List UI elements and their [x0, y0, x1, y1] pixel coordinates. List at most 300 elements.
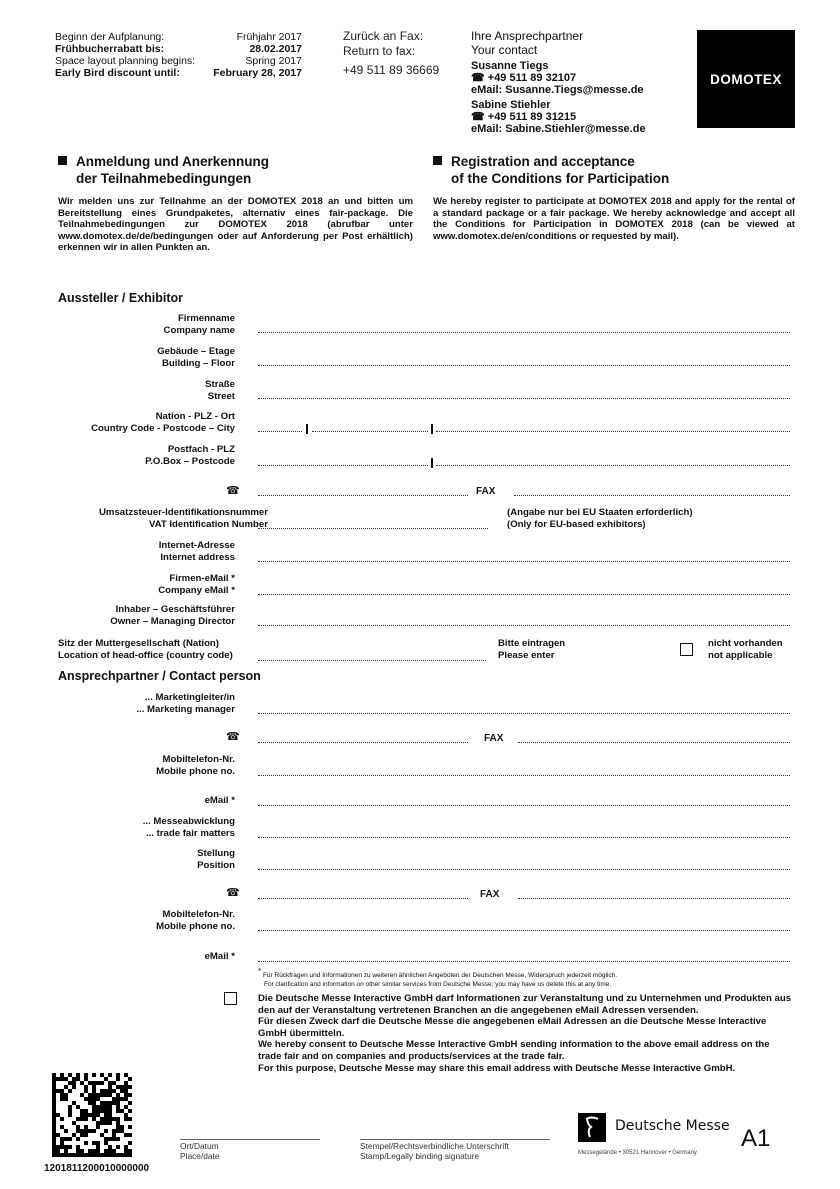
barcode-module	[96, 1105, 100, 1109]
contact-person-phone: ☎ +49 511 89 32107	[471, 72, 577, 84]
barcode-module	[92, 1149, 96, 1153]
barcode-module	[64, 1077, 68, 1081]
barcode-module	[76, 1137, 80, 1141]
deutsche-messe-logo-icon	[578, 1113, 606, 1142]
barcode-module	[96, 1109, 100, 1113]
field-label-mobile-phone: Mobiltelefon-Nr. Mobile phone no.	[156, 909, 235, 932]
fax-label: FAX	[484, 733, 504, 744]
marketing-phone-input[interactable]	[258, 742, 468, 743]
barcode-module	[108, 1081, 112, 1085]
barcode-module	[72, 1133, 76, 1137]
barcode-module	[84, 1089, 88, 1093]
contact-title-en: Your contact	[471, 43, 538, 57]
barcode-module	[108, 1145, 112, 1149]
barcode-module	[96, 1149, 100, 1153]
schedule-label: Beginn der Aufplanung:	[55, 31, 165, 43]
barcode-module	[128, 1149, 132, 1153]
barcode-module	[52, 1085, 56, 1089]
barcode-module	[60, 1093, 64, 1097]
barcode-module	[128, 1141, 132, 1145]
barcode-module	[64, 1093, 68, 1097]
barcode-module	[76, 1125, 80, 1129]
barcode-module	[96, 1141, 100, 1145]
domotex-logo: DOMOTEX	[697, 30, 795, 128]
barcode-module	[64, 1085, 68, 1089]
barcode-module	[128, 1117, 132, 1121]
barcode-module	[104, 1101, 108, 1105]
barcode-module	[84, 1085, 88, 1089]
not-applicable-checkbox[interactable]	[680, 643, 693, 656]
schedule-row	[55, 67, 302, 79]
barcode-module	[84, 1133, 88, 1137]
po-box-postcode-input[interactable]	[436, 465, 790, 466]
telephone-icon: ☎	[226, 485, 240, 497]
schedule-value: Spring 2017	[245, 55, 302, 67]
contact-title-de: Ihre Ansprechpartner	[471, 29, 584, 43]
barcode-module	[124, 1105, 128, 1109]
barcode-module	[100, 1121, 104, 1125]
registration-de-title: Anmeldung und Anerkennung der Teilnahmebedingungen	[58, 153, 413, 187]
schedule-block	[55, 31, 302, 79]
barcode-module	[104, 1141, 108, 1145]
barcode-module	[108, 1109, 112, 1113]
barcode-module	[72, 1085, 76, 1089]
barcode-module	[80, 1129, 84, 1133]
barcode-module	[56, 1089, 60, 1093]
barcode-module	[84, 1129, 88, 1133]
barcode-module	[100, 1153, 104, 1157]
street-input[interactable]	[258, 398, 790, 399]
barcode-module	[52, 1125, 56, 1129]
barcode-module	[72, 1121, 76, 1125]
barcode-module	[76, 1129, 80, 1133]
field-label-street: Straße Street	[205, 379, 235, 402]
barcode-module	[104, 1113, 108, 1117]
barcode-module	[92, 1109, 96, 1113]
barcode-module	[108, 1073, 112, 1077]
barcode-module	[88, 1149, 92, 1153]
barcode-module	[120, 1089, 124, 1093]
barcode-module	[68, 1113, 72, 1117]
barcode-module	[76, 1117, 80, 1121]
field-label-owner: Inhaber – Geschäftsführer Owner – Managing Director	[110, 604, 235, 627]
please-enter-note: Bitte eintragen Please enter	[498, 638, 566, 661]
trade-fair-mobile-input[interactable]	[258, 930, 790, 931]
barcode-module	[108, 1137, 112, 1141]
barcode-module	[116, 1153, 120, 1157]
signature-label: Stempel/Rechtsverbindliche Unterschrift Stamp/Legally binding signature	[360, 1141, 509, 1161]
barcode-module	[96, 1145, 100, 1149]
marketing-email-input[interactable]	[258, 805, 790, 806]
barcode-module	[96, 1125, 100, 1129]
bullet-square-icon	[433, 156, 442, 165]
barcode-module	[72, 1077, 76, 1081]
barcode-module	[124, 1117, 128, 1121]
barcode-module	[104, 1089, 108, 1093]
telephone-icon: ☎	[226, 731, 240, 743]
barcode-module	[116, 1101, 120, 1105]
barcode-module	[92, 1101, 96, 1105]
contact-person-name: Sabine Stiehler	[471, 99, 551, 111]
barcode-module	[100, 1089, 104, 1093]
barcode-module	[128, 1077, 132, 1081]
barcode-module	[124, 1133, 128, 1137]
barcode-module	[108, 1113, 112, 1117]
barcode-module	[80, 1109, 84, 1113]
return-fax-number: +49 511 89 36669	[343, 63, 440, 77]
barcode-module	[76, 1153, 80, 1157]
barcode-module	[76, 1073, 80, 1077]
barcode-module	[84, 1153, 88, 1157]
exhibitor-fax-input[interactable]	[514, 495, 790, 496]
barcode-module	[64, 1153, 68, 1157]
barcode-module	[100, 1117, 104, 1121]
company-name-input[interactable]	[258, 332, 790, 333]
barcode-module	[56, 1077, 60, 1081]
barcode-module	[112, 1133, 116, 1137]
field-label-position: Stellung Position	[197, 848, 235, 871]
barcode-module	[116, 1105, 120, 1109]
field-label-email: eMail *	[204, 951, 235, 962]
barcode-module	[104, 1153, 108, 1157]
barcode-module	[128, 1085, 132, 1089]
barcode-module	[92, 1089, 96, 1093]
barcode-module	[88, 1113, 92, 1117]
barcode-module	[84, 1141, 88, 1145]
schedule-label: Frühbucherrabatt bis:	[55, 43, 165, 55]
barcode-module	[104, 1149, 108, 1153]
barcode-module	[72, 1153, 76, 1157]
barcode-module	[64, 1145, 68, 1149]
barcode-module	[108, 1153, 112, 1157]
barcode-module	[128, 1101, 132, 1105]
barcode-module	[92, 1093, 96, 1097]
barcode-module	[128, 1133, 132, 1137]
barcode-module	[52, 1133, 56, 1137]
barcode-module	[84, 1097, 88, 1101]
barcode-module	[108, 1085, 112, 1089]
field-label-head-office: Sitz der Muttergesellschaft (Nation) Location of head-office (country code)	[58, 638, 233, 661]
form-code: A1	[741, 1125, 771, 1152]
head-office-input[interactable]	[258, 660, 486, 661]
footnote: * Für Rückfragen und Informationen zu weiteren ähnlichen Angeboten der Deutschen Messe, Widerspruch jederzeit möglich. For clarification and information on other similar services from Deutsche Messe; you may have us delete this at any time.	[258, 967, 618, 989]
barcode-module	[60, 1145, 64, 1149]
barcode-module	[100, 1105, 104, 1109]
barcode-module	[112, 1149, 116, 1153]
barcode-module	[52, 1109, 56, 1113]
place-date-label: Ort/Datum Place/date	[180, 1141, 220, 1161]
contact-person-section-title: Ansprechpartner / Contact person	[58, 669, 261, 683]
contact-block	[471, 29, 646, 135]
schedule-row	[55, 55, 302, 67]
barcode-module	[128, 1093, 132, 1097]
separator-bar	[431, 424, 433, 434]
building-floor-input[interactable]	[258, 365, 790, 366]
barcode-number: 1201811200010000000	[44, 1163, 150, 1174]
barcode-module	[104, 1129, 108, 1133]
barcode-module	[56, 1153, 60, 1157]
barcode-module	[76, 1145, 80, 1149]
barcode-module	[96, 1113, 100, 1117]
barcode-module	[92, 1081, 96, 1085]
barcode-module	[124, 1089, 128, 1093]
barcode-module	[64, 1129, 68, 1133]
registration-en	[433, 153, 795, 242]
barcode-module	[112, 1081, 116, 1085]
barcode-module	[104, 1093, 108, 1097]
barcode-module	[56, 1145, 60, 1149]
barcode-module	[52, 1089, 56, 1093]
barcode-module	[116, 1097, 120, 1101]
barcode-module	[80, 1133, 84, 1137]
barcode-module	[104, 1077, 108, 1081]
barcode-module	[96, 1093, 100, 1097]
barcode-module	[104, 1105, 108, 1109]
trade-fair-contact-input[interactable]	[258, 837, 790, 838]
barcode-module	[52, 1121, 56, 1125]
barcode-module	[64, 1137, 68, 1141]
barcode-module	[124, 1085, 128, 1089]
exhibitor-section-title: Aussteller / Exhibitor	[58, 291, 184, 305]
owner-input[interactable]	[258, 625, 790, 626]
barcode-module	[80, 1093, 84, 1097]
barcode-module	[72, 1101, 76, 1105]
datamatrix-barcode	[52, 1073, 132, 1157]
barcode-module	[52, 1105, 56, 1109]
field-label-po-box: Postfach - PLZ P.O.Box – Postcode	[145, 444, 235, 467]
deutsche-messe-brand: Deutsche Messe	[615, 1118, 730, 1134]
schedule-value: Frühjahr 2017	[236, 31, 302, 43]
barcode-module	[68, 1145, 72, 1149]
barcode-module	[128, 1125, 132, 1129]
barcode-module	[96, 1153, 100, 1157]
barcode-module	[120, 1085, 124, 1089]
barcode-module	[52, 1153, 56, 1157]
barcode-module	[92, 1129, 96, 1133]
barcode-module	[120, 1153, 124, 1157]
barcode-module	[68, 1109, 72, 1113]
barcode-module	[88, 1129, 92, 1133]
separator-bar	[306, 424, 308, 434]
fax-label: FAX	[476, 486, 496, 497]
barcode-module	[112, 1089, 116, 1093]
barcode-module	[52, 1077, 56, 1081]
barcode-module	[76, 1149, 80, 1153]
barcode-module	[52, 1073, 56, 1077]
barcode-module	[88, 1097, 92, 1101]
barcode-module	[108, 1149, 112, 1153]
schedule-label: Space layout planning begins:	[55, 55, 196, 67]
return-fax-label-en: Return to fax:	[343, 44, 416, 58]
barcode-module	[60, 1137, 64, 1141]
barcode-module	[88, 1093, 92, 1097]
barcode-module	[120, 1125, 124, 1129]
barcode-module	[84, 1077, 88, 1081]
barcode-module	[100, 1081, 104, 1085]
schedule-value: 28.02.2017	[249, 43, 302, 55]
barcode-module	[92, 1141, 96, 1145]
contact-person-email[interactable]: eMail: Susanne.Tiegs@messe.de	[471, 84, 644, 96]
trade-fair-fax-input[interactable]	[518, 898, 790, 899]
barcode-module	[124, 1113, 128, 1117]
exhibitor-phone-input[interactable]	[258, 495, 468, 496]
barcode-module	[100, 1093, 104, 1097]
barcode-module	[128, 1153, 132, 1157]
barcode-module	[116, 1093, 120, 1097]
internet-address-input[interactable]	[258, 561, 790, 562]
barcode-module	[52, 1129, 56, 1133]
barcode-module	[124, 1149, 128, 1153]
barcode-module	[96, 1121, 100, 1125]
barcode-module	[68, 1081, 72, 1085]
registration-de-text: Wir melden uns zur Teilnahme an der DOMOTEX 2018 an und bitten um Bereitstellung eines Grundpaketes, alternativ eines fair-package. Die Teilnahmebedingungen zur DOMOTEX 2018 (abrufbar unter www.domotex.de/de/bedingungen oder auf Anforderung per Post erhältlich) erkennen wir in allen Punkten an.	[58, 196, 413, 254]
barcode-module	[64, 1097, 68, 1101]
barcode-module	[108, 1089, 112, 1093]
barcode-module	[68, 1089, 72, 1093]
barcode-module	[100, 1133, 104, 1137]
barcode-module	[60, 1097, 64, 1101]
postcode-input[interactable]	[312, 431, 428, 432]
schedule-row	[55, 31, 302, 43]
deutsche-messe-address: Messegelände • 30521 Hannover • Germany	[578, 1150, 697, 1156]
field-label-building-floor: Gebäude – Etage Building – Floor	[157, 346, 235, 369]
barcode-module	[124, 1073, 128, 1077]
city-input[interactable]	[436, 431, 790, 432]
barcode-module	[116, 1129, 120, 1133]
barcode-module	[124, 1145, 128, 1149]
barcode-module	[92, 1097, 96, 1101]
barcode-module	[108, 1101, 112, 1105]
field-label-mobile-phone: Mobiltelefon-Nr. Mobile phone no.	[156, 754, 235, 777]
marketing-mobile-input[interactable]	[258, 775, 790, 776]
barcode-module	[92, 1105, 96, 1109]
barcode-module	[84, 1073, 88, 1077]
barcode-module	[60, 1125, 64, 1129]
schedule-value: February 28, 2017	[213, 67, 302, 79]
barcode-module	[112, 1153, 116, 1157]
barcode-module	[60, 1073, 64, 1077]
barcode-module	[100, 1073, 104, 1077]
barcode-module	[52, 1145, 56, 1149]
trade-fair-phone-input[interactable]	[258, 898, 468, 899]
contact-person-email[interactable]: eMail: Sabine.Stiehler@messe.de	[471, 123, 646, 135]
barcode-module	[80, 1153, 84, 1157]
barcode-module	[56, 1113, 60, 1117]
barcode-module	[104, 1109, 108, 1113]
barcode-module	[112, 1129, 116, 1133]
barcode-module	[60, 1141, 64, 1145]
telephone-icon: ☎	[471, 72, 485, 84]
telephone-icon: ☎	[471, 111, 485, 123]
barcode-module	[124, 1153, 128, 1157]
marketing-fax-input[interactable]	[518, 742, 790, 743]
return-fax-label-de: Zurück an Fax:	[343, 29, 424, 43]
barcode-module	[84, 1109, 88, 1113]
field-label-company-email: Firmen-eMail * Company eMail *	[158, 573, 235, 596]
barcode-module	[60, 1077, 64, 1081]
barcode-module	[80, 1117, 84, 1121]
telephone-icon: ☎	[226, 887, 240, 899]
barcode-module	[124, 1081, 128, 1085]
barcode-module	[92, 1113, 96, 1117]
barcode-module	[128, 1109, 132, 1113]
barcode-module	[60, 1117, 64, 1121]
barcode-module	[116, 1117, 120, 1121]
field-label-country-postcode-city: Nation - PLZ - Ort Country Code - Postcode – City	[91, 411, 235, 434]
consent-checkbox[interactable]	[224, 992, 237, 1005]
position-input[interactable]	[258, 869, 790, 870]
field-label-marketing-manager: ... Marketingleiter/in ... Marketing manager	[136, 692, 235, 715]
barcode-module	[84, 1117, 88, 1121]
barcode-module	[100, 1101, 104, 1105]
place-date-line[interactable]	[180, 1139, 320, 1140]
field-label-vat: Umsatzsteuer-Identifikationsnummer VAT Identification Number	[99, 507, 268, 530]
country-code-input[interactable]	[258, 431, 302, 432]
po-box-input[interactable]	[258, 465, 428, 466]
barcode-module	[116, 1125, 120, 1129]
return-fax-block	[343, 29, 439, 78]
barcode-module	[112, 1137, 116, 1141]
barcode-module	[68, 1105, 72, 1109]
barcode-module	[52, 1101, 56, 1105]
field-label-email: eMail *	[204, 795, 235, 806]
barcode-module	[92, 1117, 96, 1121]
barcode-module	[72, 1081, 76, 1085]
not-applicable-label: nicht vorhanden not applicable	[708, 638, 783, 661]
barcode-module	[88, 1153, 92, 1157]
barcode-module	[52, 1117, 56, 1121]
barcode-module	[76, 1105, 80, 1109]
barcode-module	[120, 1129, 124, 1133]
barcode-module	[56, 1149, 60, 1153]
barcode-module	[60, 1153, 64, 1157]
vat-number-input[interactable]	[258, 528, 488, 529]
vat-note: (Angabe nur bei EU Staaten erforderlich) (Only for EU-based exhibitors)	[507, 507, 693, 530]
barcode-module	[92, 1085, 96, 1089]
barcode-module	[100, 1109, 104, 1113]
barcode-module	[112, 1097, 116, 1101]
fax-label: FAX	[480, 889, 500, 900]
barcode-module	[108, 1117, 112, 1121]
barcode-module	[124, 1093, 128, 1097]
trade-fair-email-input[interactable]	[258, 961, 790, 962]
schedule-label: Early Bird discount until:	[55, 67, 180, 79]
barcode-module	[88, 1101, 92, 1105]
company-email-input[interactable]	[258, 594, 790, 595]
barcode-module	[112, 1117, 116, 1121]
barcode-module	[52, 1113, 56, 1117]
signature-line[interactable]	[360, 1139, 550, 1140]
field-label-internet-address: Internet-Adresse Internet address	[158, 540, 235, 563]
barcode-module	[116, 1085, 120, 1089]
bullet-square-icon	[58, 156, 67, 165]
barcode-module	[92, 1153, 96, 1157]
barcode-module	[80, 1113, 84, 1117]
barcode-module	[52, 1149, 56, 1153]
barcode-module	[52, 1097, 56, 1101]
barcode-module	[60, 1089, 64, 1093]
barcode-module	[56, 1133, 60, 1137]
barcode-module	[68, 1073, 72, 1077]
barcode-module	[116, 1109, 120, 1113]
barcode-module	[116, 1121, 120, 1125]
registration-de	[58, 153, 413, 254]
barcode-module	[96, 1081, 100, 1085]
barcode-module	[104, 1121, 108, 1125]
barcode-module	[80, 1081, 84, 1085]
marketing-manager-input[interactable]	[258, 713, 790, 714]
barcode-module	[108, 1093, 112, 1097]
